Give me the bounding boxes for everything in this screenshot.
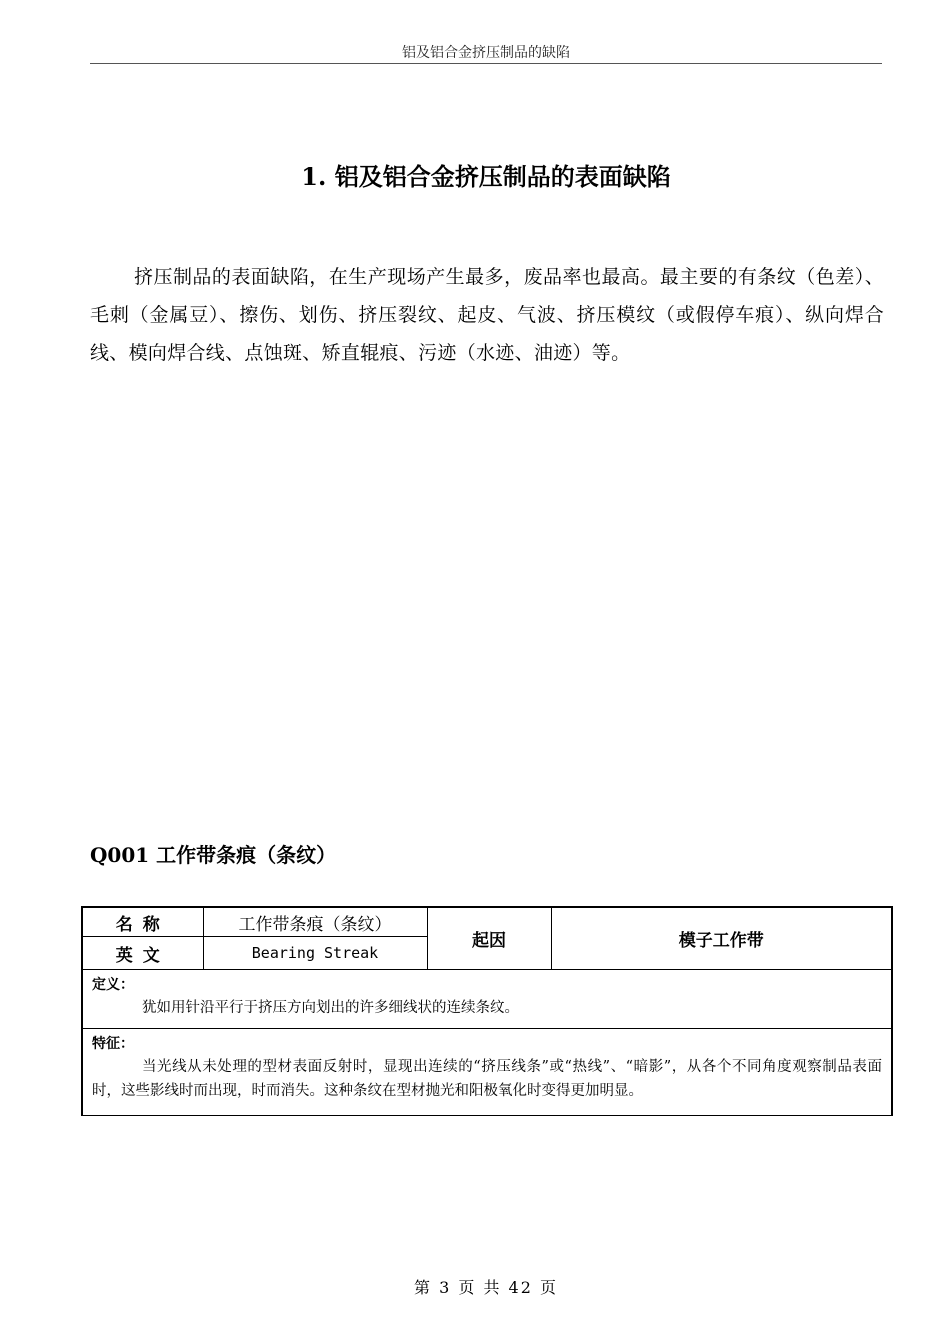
definition-title: 定义：	[92, 977, 134, 993]
feature-title: 特征：	[92, 1036, 134, 1052]
name-label: 名称	[82, 907, 203, 937]
definition-text: 犹如用针沿平行于挤压方向划出的许多细线状的连续条纹。	[142, 1000, 519, 1016]
table-row	[82, 907, 892, 937]
feature-text: 当光线从未处理的型材表面反射时，显现出连续的“挤压线条”或“热线”、“暗影”，从各个不同角度观察制品表面时，这些影线时而出现，时而消失。这种条纹在型材抛光和阳极氧化时变得更加明显。	[92, 1059, 882, 1099]
feature-cell	[82, 1029, 892, 1116]
running-header: 铝及铝合金挤压制品的缺陷	[402, 45, 570, 61]
table-row	[82, 970, 892, 1029]
definition-cell	[82, 970, 892, 1029]
table-row	[82, 1029, 892, 1116]
page-footer: 第 3 页 共 42 页	[414, 1278, 558, 1297]
defect-table	[81, 906, 893, 1116]
name-value: 工作带条痕（条纹）	[203, 907, 427, 937]
header-rule	[90, 63, 882, 64]
section-title: 1. 铝及铝合金挤压制品的表面缺陷	[301, 162, 671, 191]
english-label: 英文	[82, 937, 203, 970]
cause-value: 模子工作带	[551, 907, 892, 970]
intro-paragraph: 挤压制品的表面缺陷，在生产现场产生最多，废品率也最高。最主要的有条纹（色差）、毛刺（金属豆）、擦伤、划伤、挤压裂纹、起皮、气波、挤压模纹（或假停车痕）、纵向焊合线、模向焊合线、点蚀斑、矫直辊痕、污迹（水迹、油迹）等。	[90, 266, 884, 364]
cause-label: 起因	[427, 907, 551, 970]
english-value: Bearing Streak	[203, 937, 427, 970]
defect-heading: Q001 工作带条痕（条纹）	[90, 843, 337, 867]
